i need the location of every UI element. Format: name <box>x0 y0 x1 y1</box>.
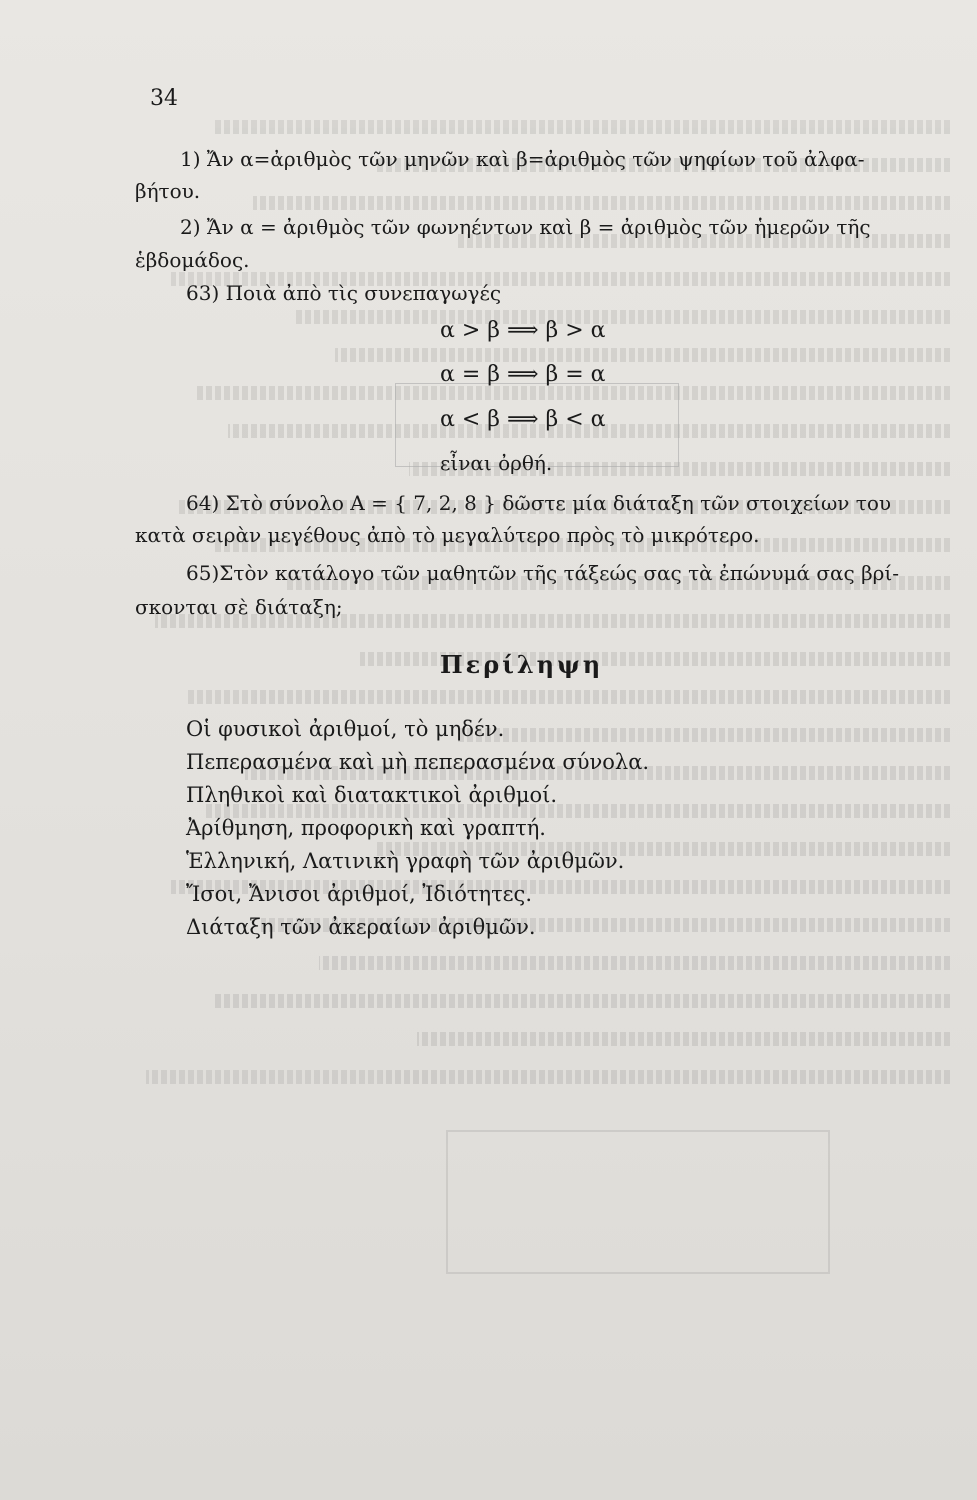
implication-1: α > β ⟹ β > α <box>440 318 606 343</box>
exercise-2-line-2: ἑβδομάδος. <box>135 248 250 272</box>
exercise-65-line-2: σκονται σὲ διάταξη; <box>135 595 343 619</box>
summary-item: Διάταξη τῶν ἀκεραίων ἀριθμῶν. <box>186 915 536 939</box>
summary-item: Ἴσοι, Ἄνισοι ἀριθμοί, Ἰδιότητες. <box>186 882 532 906</box>
exercise-64-line-1: 64) Στὸ σύνολο Α = { 7, 2, 8 } δῶστε μία διάταξη τῶν στοιχείων του <box>186 491 892 515</box>
exercise-64-line-2: κατὰ σειρὰν μεγέθους ἀπὸ τὸ μεγαλύτερο πρὸς τὸ μικρότερο. <box>135 523 760 547</box>
summary-item: Πεπερασμένα καὶ μὴ πεπερασμένα σύνολα. <box>186 750 650 774</box>
summary-heading: Περίληψη <box>440 650 604 679</box>
exercise-65-line-1: 65)Στὸν κατάλογο τῶν μαθητῶν τῆς τάξεώς σας τὰ ἐπώνυμά σας βρί- <box>186 561 900 585</box>
summary-item: Πληθικοὶ καὶ διατακτικοὶ ἀριθμοί. <box>186 783 558 807</box>
summary-item: Ἀρίθμηση, προφορικὴ καὶ γραπτή. <box>186 816 546 840</box>
summary-item: Οἱ φυσικοὶ ἀριθμοί, τὸ μηδέν. <box>186 717 505 741</box>
page-number: 34 <box>150 86 178 111</box>
exercise-1-line-1: 1) Ἄν α=ἀριθμὸς τῶν μηνῶν καὶ β=ἀριθμὸς τῶν ψηφίων τοῦ ἀλφα- <box>180 147 865 171</box>
exercise-2-line-1: 2) Ἄν α = ἀριθμὸς τῶν φωνηέντων καὶ β = ἀριθμὸς τῶν ἡμερῶν τῆς <box>180 215 871 239</box>
implication-2: α = β ⟹ β = α <box>440 362 606 387</box>
exercise-63-question: 63) Ποιὰ ἀπὸ τὶς συνεπαγωγές <box>186 281 502 305</box>
implication-3: α < β ⟹ β < α <box>440 407 606 432</box>
exercise-63-conclusion: εἶναι ὀρθή. <box>440 451 553 475</box>
exercise-1-line-2: βήτου. <box>135 179 201 203</box>
summary-item: Ἑλληνική, Λατινικὴ γραφὴ τῶν ἀριθμῶν. <box>186 849 625 873</box>
